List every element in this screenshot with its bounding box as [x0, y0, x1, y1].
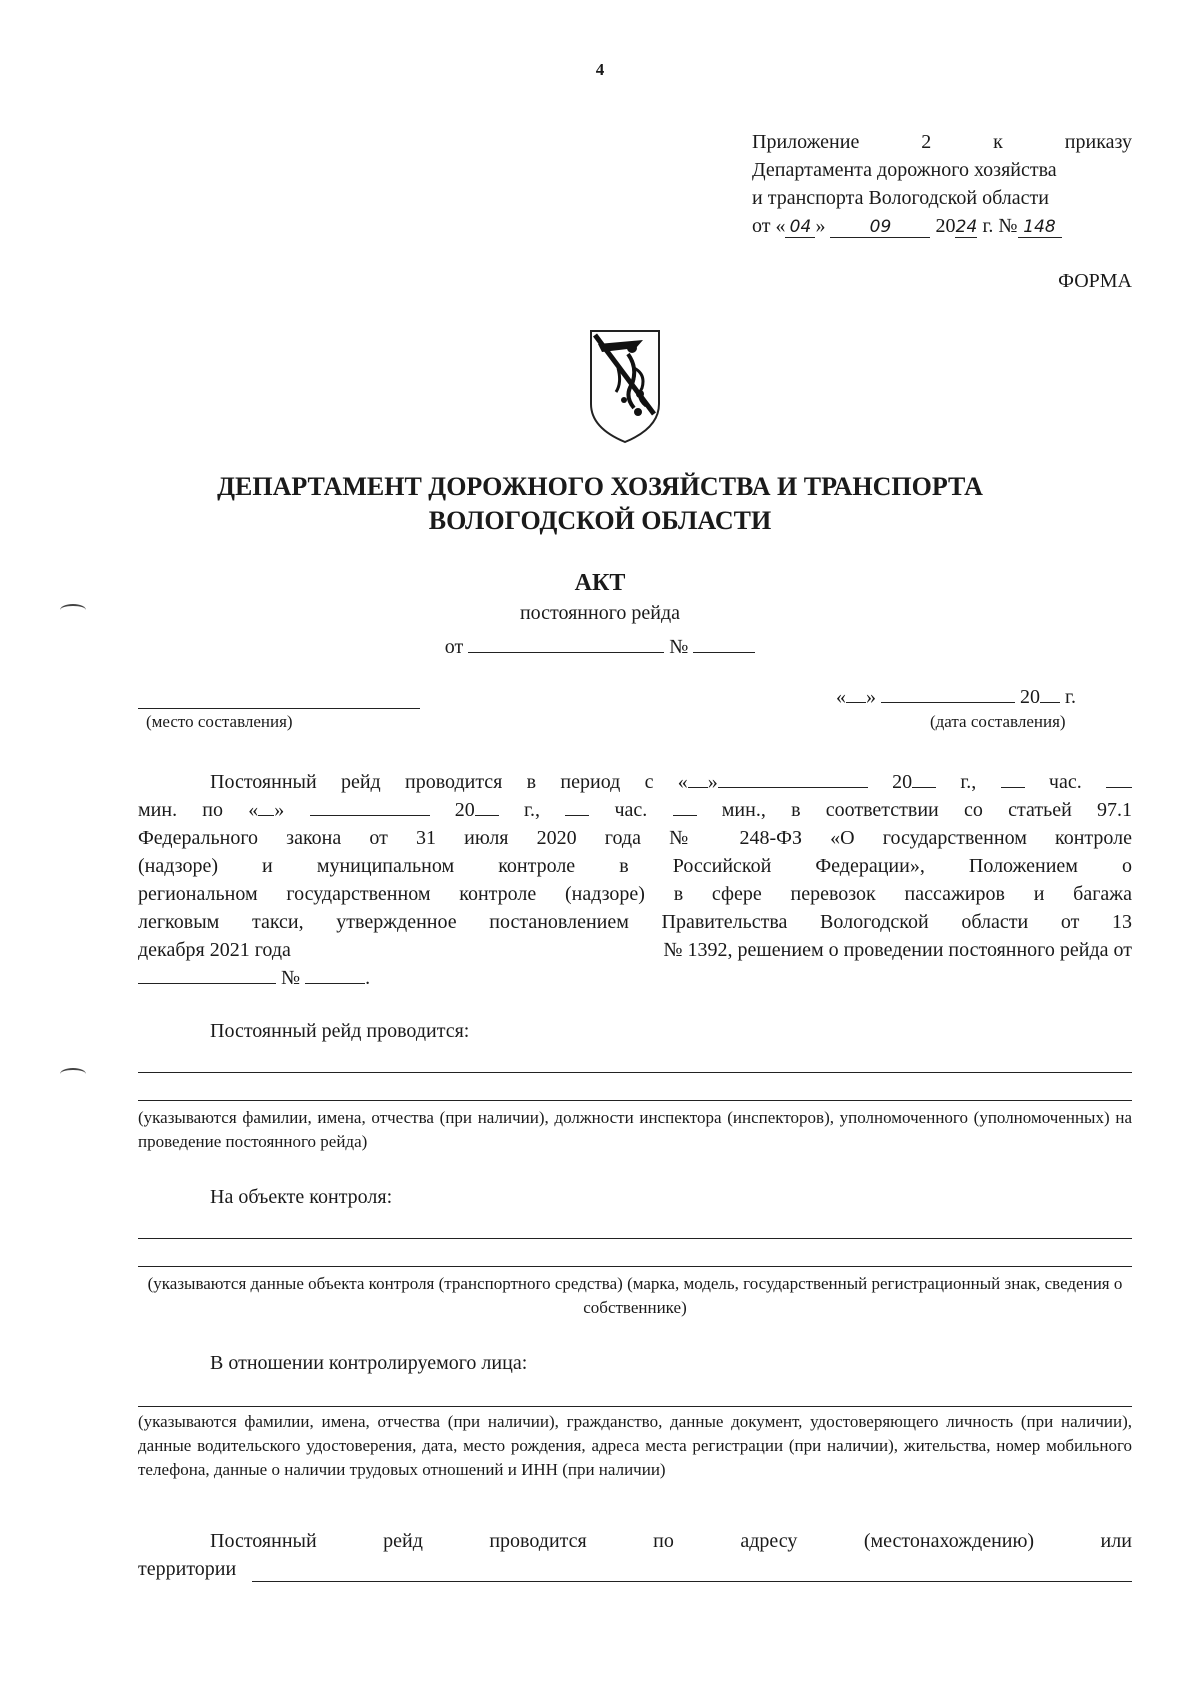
- intro-line-7: декабря 2021 года № 1392, решением о проведении постоянного рейда от: [138, 939, 1132, 961]
- appendix-line-2: Департамента дорожного хозяйства: [752, 159, 1057, 181]
- appendix-year-handwritten: 24: [955, 217, 978, 237]
- raid-start-hour-blank[interactable]: [1001, 769, 1025, 788]
- scan-binder-mark: [60, 1068, 86, 1080]
- raid-end-minute-blank[interactable]: [673, 797, 697, 816]
- raid-start-year-blank[interactable]: [912, 769, 936, 788]
- intro-line-6: легковым такси, утвержденное постановлением Правительства Вологодской области от 13: [138, 911, 1132, 933]
- decision-date-blank[interactable]: [138, 965, 276, 984]
- scan-binder-mark: [60, 604, 86, 616]
- intro-paragraph: [138, 768, 1132, 992]
- act-title: АКТ: [574, 570, 626, 596]
- date-compiled-line: « » 20 г.: [836, 686, 1076, 708]
- raid-by-blank-line-2[interactable]: [138, 1100, 1132, 1101]
- act-date-number-line: от №: [0, 634, 1200, 659]
- appendix-word: приказу: [1064, 131, 1132, 153]
- department-name-line-2: ВОЛОГОДСКОЙ ОБЛАСТИ: [428, 506, 772, 535]
- raid-by-caption: (указываются фамилии, имена, отчества (при наличии), должности инспектора (инспекторов), уполномоченного (уполномоченных) на проведение постоянного рейда): [138, 1108, 1132, 1151]
- intro-line-1: Постоянный рейд проводится в период с « » 20 г., час.: [138, 768, 1132, 796]
- appendix-line-1: [752, 128, 1132, 156]
- raid-start-day-blank[interactable]: [688, 769, 708, 788]
- raid-by-label: Постоянный рейд проводится:: [210, 1020, 470, 1042]
- appendix-block: [752, 128, 1132, 240]
- raid-end-day-blank[interactable]: [258, 797, 274, 816]
- act-date-blank[interactable]: [468, 634, 664, 653]
- appendix-line-3: и транспорта Вологодской области: [752, 187, 1049, 209]
- intro-line-2: мин. по « » 20 г., час. мин., в соответствии со статьей 97.1: [138, 799, 1133, 821]
- raid-start-minute-blank[interactable]: [1106, 769, 1132, 788]
- decision-number-blank[interactable]: [305, 965, 365, 984]
- person-caption: (указываются фамилии, имена, отчества (при наличии), гражданство, данные документ, удостоверяющего личность (при наличии), данные водительского удостоверения, дата, место рождения, адреса места регистрации (при наличии), жительства, номер мобильного телефона, данные о наличии трудовых отношений и ИНН (при наличии): [138, 1412, 1132, 1479]
- form-label: ФОРМА: [1058, 270, 1132, 292]
- appendix-day-handwritten: 04: [785, 217, 815, 238]
- intro-line-5: региональном государственном контроле (надзоре) в сфере перевозок пассажиров и багажа: [138, 883, 1132, 905]
- date-day-blank[interactable]: [846, 684, 866, 703]
- appendix-word: 2: [921, 131, 932, 153]
- raid-end-month-blank[interactable]: [310, 797, 430, 816]
- date-year-blank[interactable]: [1040, 684, 1060, 703]
- intro-line-4: (надзоре) и муниципальном контроле в Российской Федерации», Положением о: [138, 855, 1132, 877]
- person-label: В отношении контролируемого лица:: [210, 1352, 528, 1374]
- object-label: На объекте контроля:: [210, 1186, 393, 1208]
- raid-start-month-blank[interactable]: [718, 769, 868, 788]
- person-blank-line[interactable]: [138, 1406, 1132, 1407]
- coat-of-arms-icon: [588, 328, 662, 446]
- department-name-line-1: ДЕПАРТАМЕНТ ДОРОЖНОГО ХОЗЯЙСТВА И ТРАНСПОРТА: [217, 472, 983, 501]
- date-caption: (дата составления): [930, 712, 1066, 731]
- object-blank-line-2[interactable]: [138, 1266, 1132, 1267]
- address-line-2: территории: [138, 1558, 237, 1580]
- object-caption: (указываются данные объекта контроля (транспортного средства) (марка, модель, государственный регистрационный знак, сведения о собственнике): [147, 1274, 1123, 1317]
- appendix-word: к: [993, 131, 1003, 153]
- act-subtitle: постоянного рейда: [519, 602, 681, 624]
- raid-by-blank-line-1[interactable]: [138, 1072, 1132, 1073]
- territory-blank[interactable]: [252, 1581, 1132, 1582]
- address-line-1: Постоянный рейд проводится по адресу (местонахождению) или: [210, 1530, 1132, 1552]
- intro-line-8: № .: [138, 964, 1132, 992]
- raid-end-year-blank[interactable]: [475, 797, 499, 816]
- object-blank-line-1[interactable]: [138, 1238, 1132, 1239]
- appendix-month-handwritten: 09: [830, 217, 930, 238]
- appendix-word: Приложение: [752, 131, 860, 153]
- department-name: [0, 470, 1200, 538]
- page-number: 4: [595, 60, 605, 79]
- place-caption: (место составления): [146, 712, 293, 731]
- appendix-number-handwritten: 148: [1018, 217, 1062, 238]
- coat-of-arms-emblem: [588, 328, 662, 451]
- act-number-blank[interactable]: [693, 634, 755, 653]
- appendix-line-4: от « 04 » 09 2024 г. № 148: [752, 212, 1132, 240]
- place-blank[interactable]: [138, 708, 420, 709]
- raid-end-hour-blank[interactable]: [565, 797, 589, 816]
- intro-line-3: Федерального закона от 31 июля 2020 года № 248-ФЗ «О государственном контроле: [138, 827, 1132, 849]
- date-month-blank[interactable]: [881, 684, 1015, 703]
